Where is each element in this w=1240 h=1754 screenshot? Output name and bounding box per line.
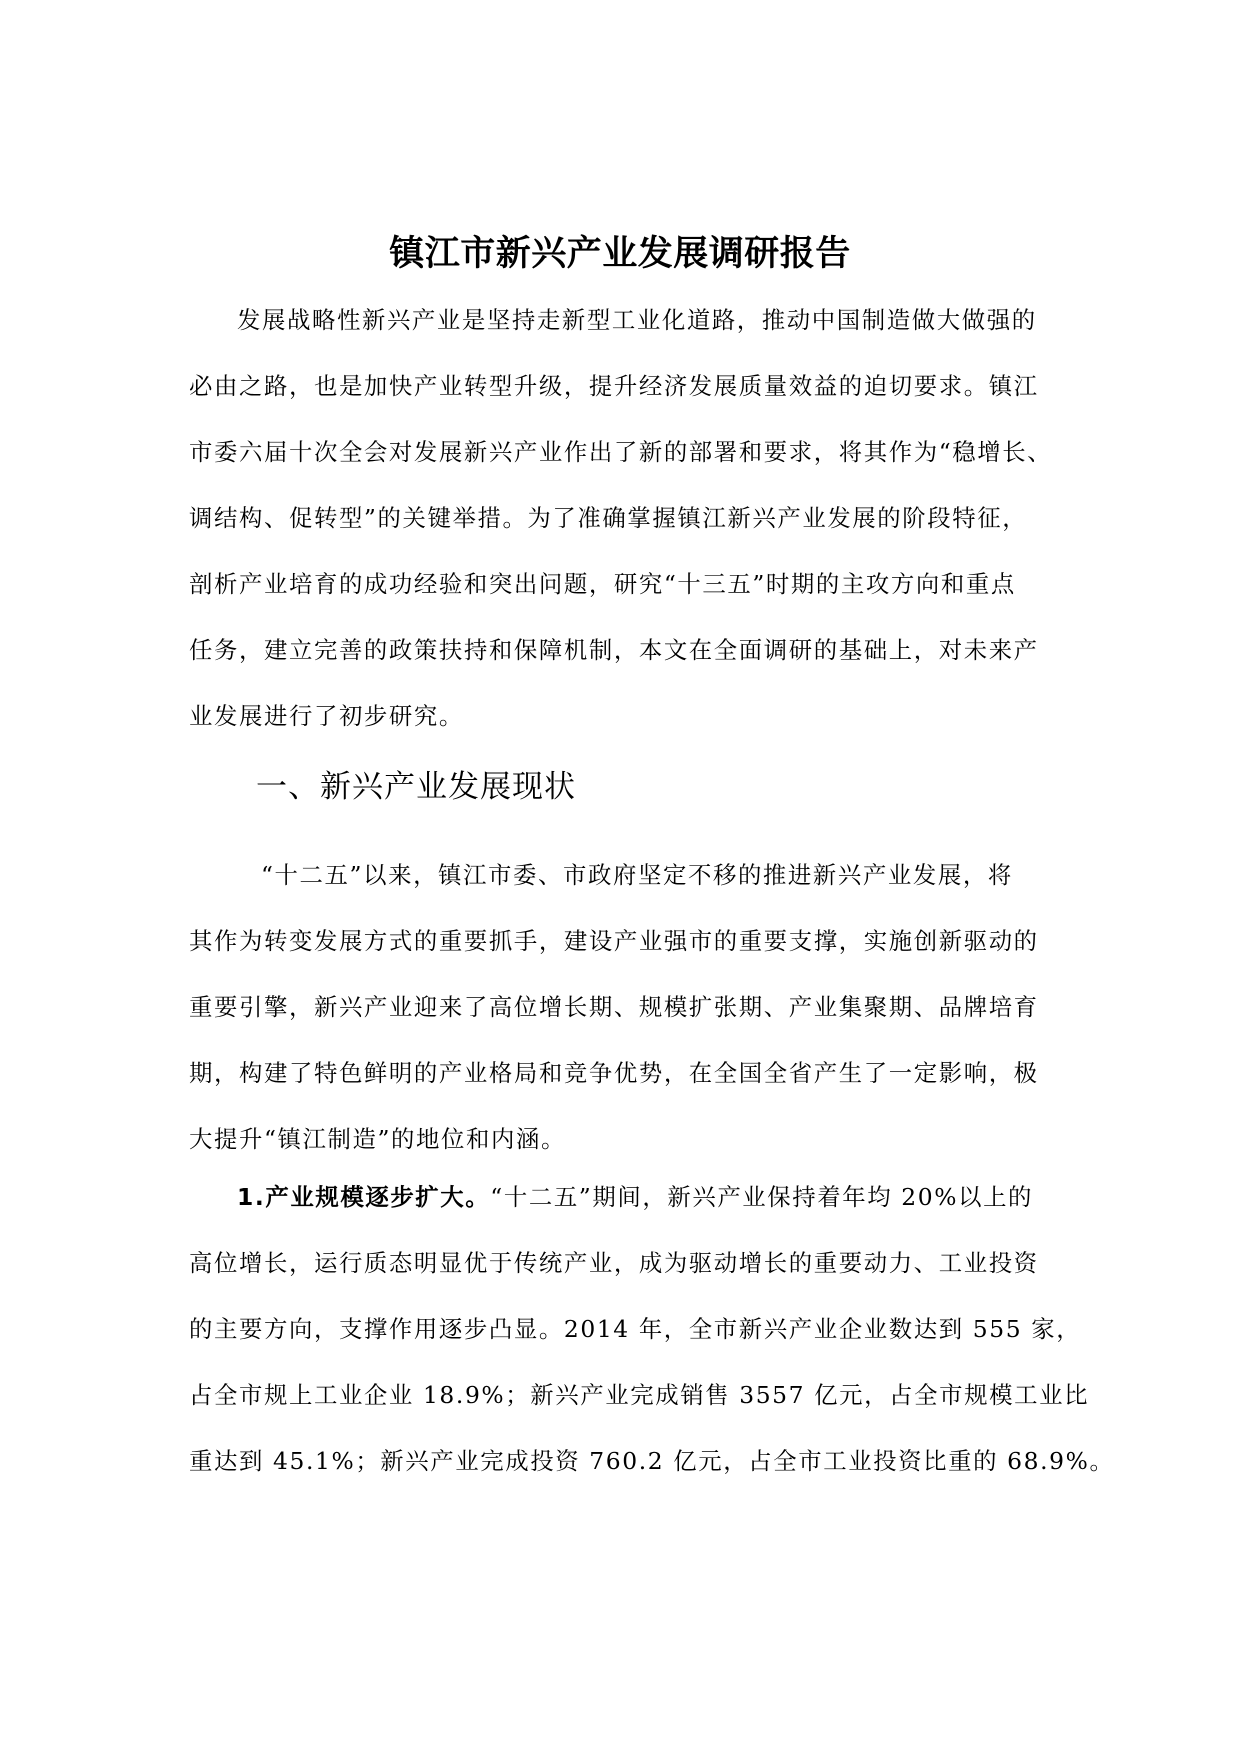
paragraph-line: “十二五”以来，镇江市委、市政府坚定不移的推进新兴产业发展，将 <box>261 861 1013 889</box>
item-first-line-rest: “十二五”期间，新兴产业保持着年均 20%以上的 <box>490 1183 1034 1211</box>
paragraph-line: 的主要方向，支撑作用逐步凸显。2014 年，全市新兴产业企业数达到 555 家， <box>189 1315 1082 1343</box>
paragraph-line: 业发展进行了初步研究。 <box>189 702 464 730</box>
section-heading: 一、新兴产业发展现状 <box>256 769 576 805</box>
paragraph-line <box>189 1164 1069 1230</box>
item-paragraph <box>189 1164 1115 1494</box>
paragraph-line: 必由之路，也是加快产业转型升级，提升经济发展质量效益的迫切要求。镇江 <box>189 372 1039 400</box>
section-paragraph <box>189 842 1069 1172</box>
paragraph-line: 期，构建了特色鲜明的产业格局和竞争优势，在全国全省产生了一定影响，极 <box>189 1059 1039 1087</box>
paragraph-line: 占全市规上工业企业 18.9%；新兴产业完成销售 3557 亿元，占全市规模工业比 <box>189 1381 1090 1409</box>
paragraph-line: 大提升“镇江制造”的地位和内涵。 <box>189 1125 566 1153</box>
paragraph-line: 调结构、促转型”的关键举措。为了准确掌握镇江新兴产业发展的阶段特征， <box>189 504 1028 532</box>
paragraph-line: 重达到 45.1%；新兴产业完成投资 760.2 亿元，占全市工业投资比重的 68.9%。 <box>189 1447 1115 1475</box>
paragraph-line: 任务，建立完善的政策扶持和保障机制，本文在全面调研的基础上，对未来产 <box>189 636 1039 664</box>
paragraph-line: 其作为转变发展方式的重要抓手，建设产业强市的重要支撑，实施创新驱动的 <box>189 927 1039 955</box>
paragraph-line: 发展战略性新兴产业是坚持走新型工业化道路，推动中国制造做大做强的 <box>237 306 1037 334</box>
item-lead: 1.产业规模逐步扩大。 <box>237 1183 491 1211</box>
paragraph-line: 剖析产业培育的成功经验和突出问题，研究“十三五”时期的主攻方向和重点 <box>189 570 1016 598</box>
paragraph-line: 高位增长，运行质态明显优于传统产业，成为驱动增长的重要动力、工业投资 <box>189 1249 1039 1277</box>
paragraph-line: 市委六届十次全会对发展新兴产业作出了新的部署和要求，将其作为“稳增长、 <box>189 438 1053 466</box>
paragraph-line: 重要引擎，新兴产业迎来了高位增长期、规模扩张期、产业集聚期、品牌培育 <box>189 993 1039 1021</box>
intro-paragraph <box>189 287 1069 749</box>
document-title: 镇江市新兴产业发展调研报告 <box>389 234 851 274</box>
